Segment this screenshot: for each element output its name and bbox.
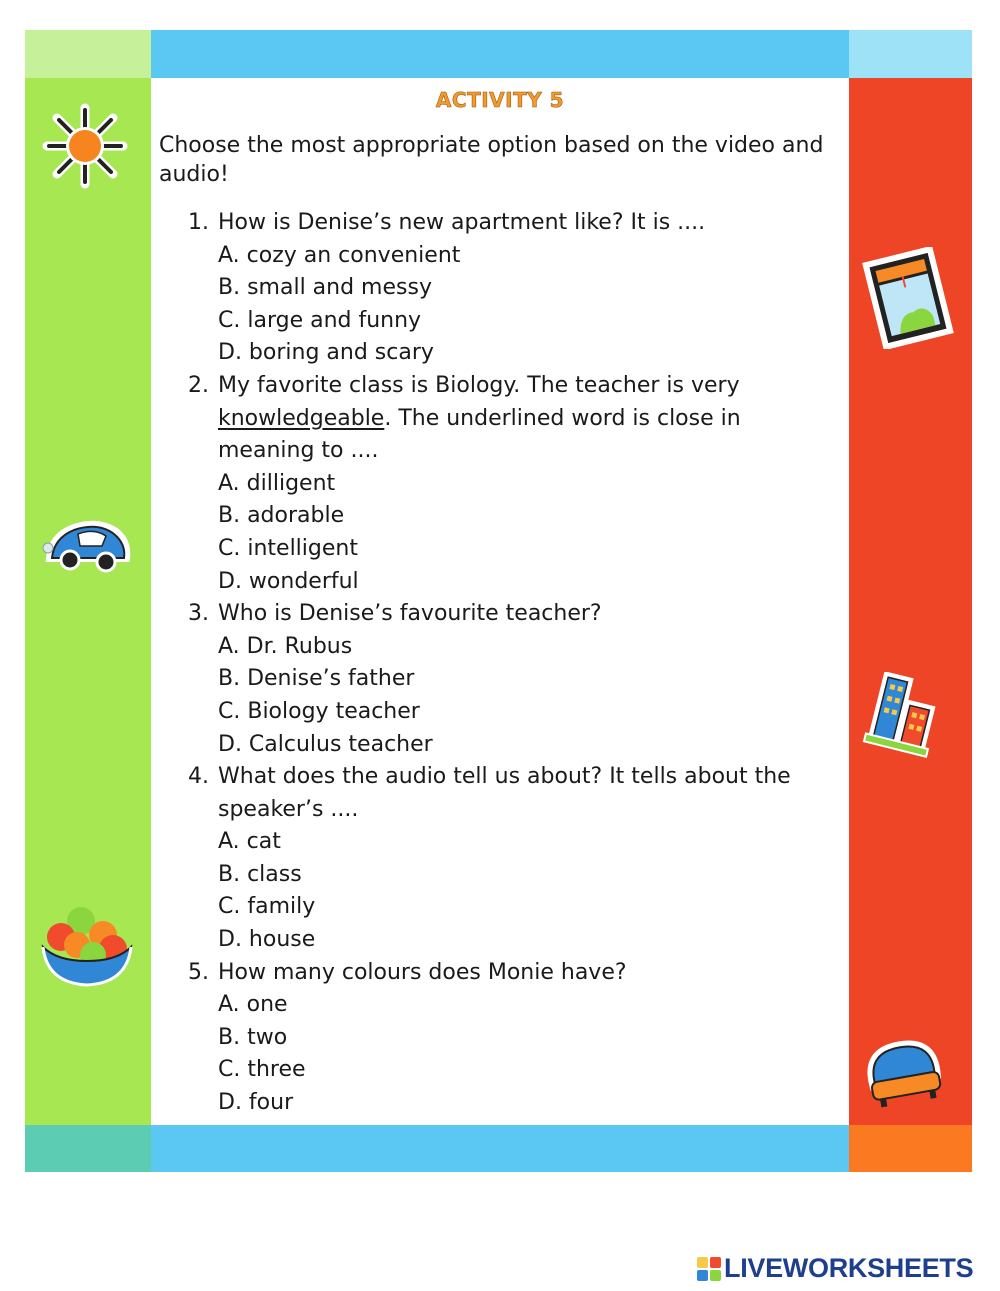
answer-option[interactable]: A. cozy an convenient: [218, 242, 461, 268]
question-prompt: [188, 761, 828, 826]
logo-mark-icon: [697, 1257, 721, 1281]
top-band: [151, 30, 849, 78]
fruit-bowl-icon: [37, 903, 137, 989]
sun-icon: [37, 100, 133, 192]
top-right-corner: [849, 30, 972, 78]
answer-option[interactable]: D. boring and scary: [218, 340, 434, 366]
answer-option[interactable]: D. four: [218, 1090, 294, 1116]
question-text-part: My favorite class is Biology. The teacher is very: [218, 372, 740, 398]
answer-option[interactable]: C. Biology teacher: [218, 698, 420, 724]
option-list: [188, 826, 828, 956]
answer-option[interactable]: A. one: [218, 992, 288, 1018]
answer-option[interactable]: B. Denise’s father: [218, 666, 415, 692]
activity-title: ACTIVITY 5: [435, 88, 565, 112]
question-text: [218, 761, 828, 826]
answer-option[interactable]: C. intelligent: [218, 535, 358, 561]
buildings-icon: [861, 672, 945, 762]
question-text-part: What does the audio tell us about? It tells about the speaker’s ....: [218, 764, 791, 822]
answer-option[interactable]: A. Dr. Rubus: [218, 633, 353, 659]
bottom-band: [151, 1125, 849, 1172]
top-left-corner: [25, 30, 151, 78]
answer-option[interactable]: A. dilligent: [218, 470, 336, 496]
right-band: [849, 78, 972, 1125]
question-number: 4.: [188, 764, 209, 790]
question-prompt: [188, 598, 828, 631]
question-item: [188, 598, 828, 761]
question-prompt: [188, 370, 828, 468]
answer-option[interactable]: C. family: [218, 894, 316, 920]
question-item: [188, 207, 828, 370]
answer-option[interactable]: C. three: [218, 1057, 306, 1083]
option-list: [188, 468, 828, 598]
question-text-part: Who is Denise’s favourite teacher?: [218, 601, 602, 627]
answer-option[interactable]: B. class: [218, 861, 302, 887]
question-text: [218, 207, 828, 240]
question-text-part: . The underlined word is close in meaning to ....: [218, 405, 741, 464]
answer-option[interactable]: B. small and messy: [218, 275, 432, 301]
question-prompt: [188, 957, 828, 990]
question-number: 3.: [188, 601, 209, 627]
question-text-part: How is Denise’s new apartment like? It is ....: [218, 210, 706, 235]
underlined-word: knowledgeable: [218, 405, 385, 431]
question-text: [218, 370, 828, 468]
question-item: [188, 957, 828, 1120]
question-list: [188, 207, 828, 1120]
question-number: 5.: [188, 959, 209, 985]
answer-option[interactable]: B. adorable: [218, 503, 345, 529]
question-text: [218, 957, 828, 990]
instructions: Choose the most appropriate option based on the video and audio!: [159, 133, 824, 187]
bottom-right-corner: [849, 1125, 972, 1172]
sofa-icon: [862, 1037, 946, 1111]
car-icon: [40, 518, 132, 580]
answer-option[interactable]: B. two: [218, 1024, 288, 1050]
question-number: 2.: [188, 372, 209, 398]
answer-option[interactable]: A. cat: [218, 829, 281, 855]
question-text-part: How many colours does Monie have?: [218, 959, 627, 985]
liveworksheets-logo: [697, 1253, 973, 1284]
answer-option[interactable]: D. Calculus teacher: [218, 731, 433, 757]
option-list: [188, 240, 828, 370]
question-text: [218, 598, 828, 631]
question-item: [188, 761, 828, 957]
answer-option[interactable]: D. house: [218, 927, 316, 953]
question-item: [188, 370, 828, 598]
option-list: [188, 631, 828, 761]
answer-option[interactable]: D. wonderful: [218, 568, 359, 594]
option-list: [188, 989, 828, 1119]
window-icon: [862, 247, 954, 349]
logo-text: LIVEWORKSHEETS: [724, 1253, 974, 1283]
bottom-left-corner: [25, 1125, 151, 1172]
answer-option[interactable]: C. large and funny: [218, 307, 422, 333]
question-prompt: [188, 207, 828, 240]
question-number: 1.: [188, 210, 209, 235]
